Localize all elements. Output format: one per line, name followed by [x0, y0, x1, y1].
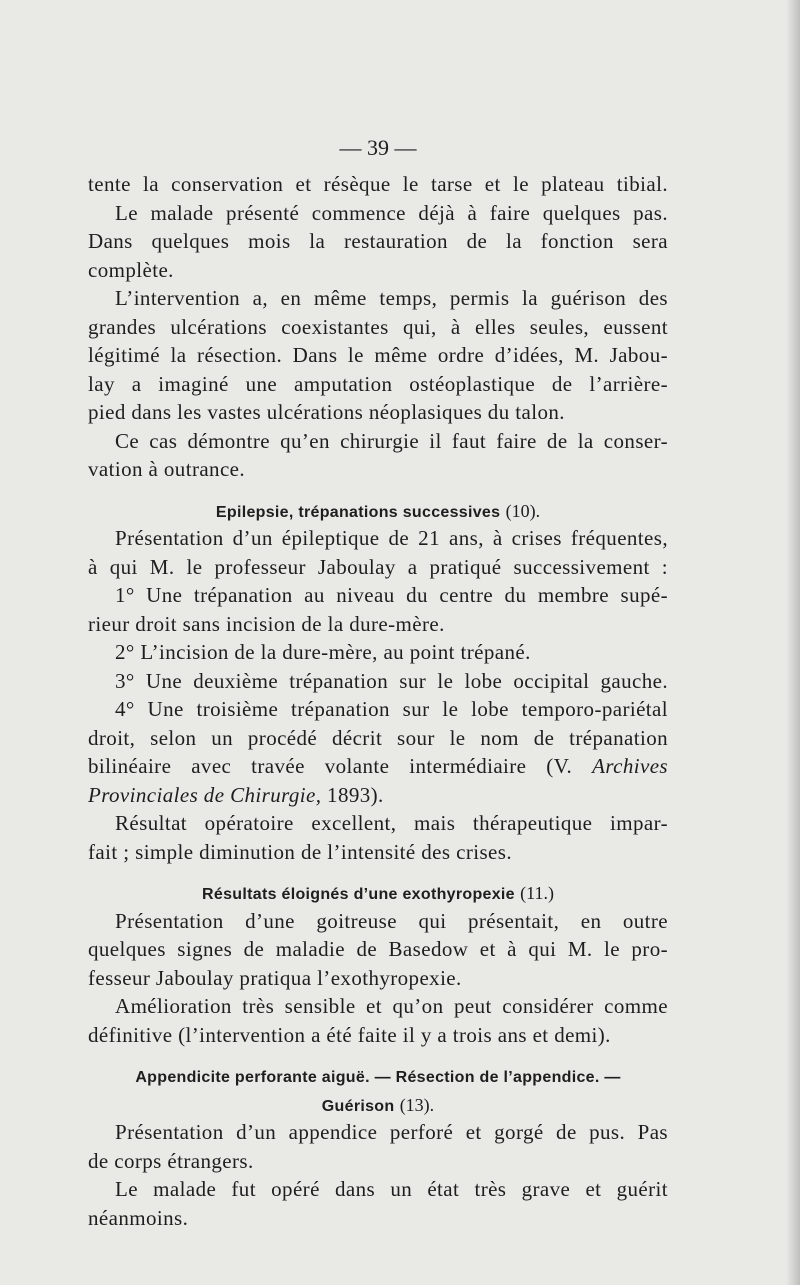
- text-fragment: 1893).: [321, 782, 384, 807]
- text-line: Présentation d’un épileptique de 21 ans, à crises fréquentes,: [115, 526, 668, 550]
- text-fragment: bilinéaire avec travée volante intermédiaire (V.: [88, 754, 573, 778]
- text-line: néanmoins.: [88, 1205, 189, 1230]
- text-line: 3° Une deuxième trépanation sur le lobe occipital gauche.: [115, 668, 668, 693]
- journal-title-fragment: Archives: [592, 754, 668, 778]
- text-line: Le malade présenté commence déjà à faire quelques pas.: [115, 200, 668, 225]
- text-line: fait ; simple diminution de l’intensité des crises.: [88, 839, 512, 864]
- section-title: Résultats éloignés d’une exothyropexie: [202, 886, 515, 903]
- section-heading-appendicite-line2: [88, 1090, 668, 1119]
- section-heading-exothyropexie: [88, 878, 668, 907]
- text-line: quelques signes de maladie de Basedow et à qui M. le pro-: [88, 937, 668, 961]
- text-line: L’intervention a, en même temps, permis la guérison des: [115, 286, 668, 310]
- text-line: 1° Une trépanation au niveau du centre du membre supé-: [115, 583, 668, 607]
- text-line: grandes ulcérations coexistantes qui, à elles seules, eussent: [88, 314, 668, 339]
- page-number: — 39 —: [339, 135, 417, 160]
- text-line: tente la conservation et résèque le tarse et le plateau tibial.: [88, 172, 668, 196]
- text-line: définitive (l’intervention a été faite il y a trois ans et demi).: [88, 1022, 611, 1047]
- section-reference: (11.): [520, 883, 554, 903]
- text-line: [88, 781, 668, 810]
- text-line: Dans quelques mois la restauration de la fonction sera: [88, 229, 668, 253]
- text-line: fesseur Jaboulay pratiqua l’exothyropexie.: [88, 965, 462, 990]
- text-line: [88, 752, 668, 781]
- text-line: Le malade fut opéré dans un état très grave et guérit: [115, 1177, 668, 1201]
- text-line: pied dans les vastes ulcérations néoplasiques du talon.: [88, 400, 565, 424]
- text-line: complète.: [88, 257, 174, 282]
- text-line: rieur droit sans incision de la dure-mère.: [88, 611, 445, 636]
- journal-title-fragment: Provinciales de Chirurgie,: [88, 782, 322, 807]
- section-reference: (10).: [505, 500, 541, 521]
- section-title: Appendicite perforante aiguë. — Résection de l’appendice. —: [135, 1069, 621, 1086]
- page-text: [88, 128, 668, 1232]
- text-line: de corps étrangers.: [88, 1148, 254, 1173]
- text-line: lay a imaginé une amputation ostéoplastique de l’arrière-: [88, 371, 668, 396]
- text-line: Ce cas démontre qu’en chirurgie il faut faire de la conser-: [115, 428, 668, 453]
- section-title: Epilepsie, trépanations successives: [215, 503, 501, 521]
- text-line: à qui M. le professeur Jaboulay a pratiqué successivement :: [88, 554, 668, 579]
- text-line: 4° Une troisième trépanation sur le lobe temporo-pariétal: [115, 697, 668, 721]
- text-line: Présentation d’une goitreuse qui présentait, en outre: [115, 908, 668, 933]
- section-spacer: [88, 484, 668, 496]
- text-line: Résultat opératoire excellent, mais thérapeutique impar-: [115, 811, 668, 835]
- section-reference: (13).: [399, 1094, 435, 1115]
- section-title: Guérison: [321, 1097, 395, 1115]
- section-heading-epilepsie: [88, 496, 668, 525]
- section-heading-appendicite: [88, 1061, 668, 1090]
- text-line: légitimé la résection. Dans le même ordre d’idées, M. Jabou-: [88, 343, 668, 367]
- text-line: droit, selon un procédé décrit sour le nom de trépanation: [88, 725, 668, 750]
- section-spacer: [88, 866, 668, 878]
- section-spacer: [88, 1049, 668, 1061]
- text-line: vation à outrance.: [88, 457, 246, 481]
- text-line: 2° L’incision de la dure-mère, au point trépané.: [115, 640, 531, 664]
- text-line: Présentation d’un appendice perforé et gorgé de pus. Pas: [115, 1120, 668, 1144]
- text-line: Amélioration très sensible et qu’on peut considérer comme: [115, 994, 668, 1018]
- page-edge-shadow: [786, 0, 800, 1285]
